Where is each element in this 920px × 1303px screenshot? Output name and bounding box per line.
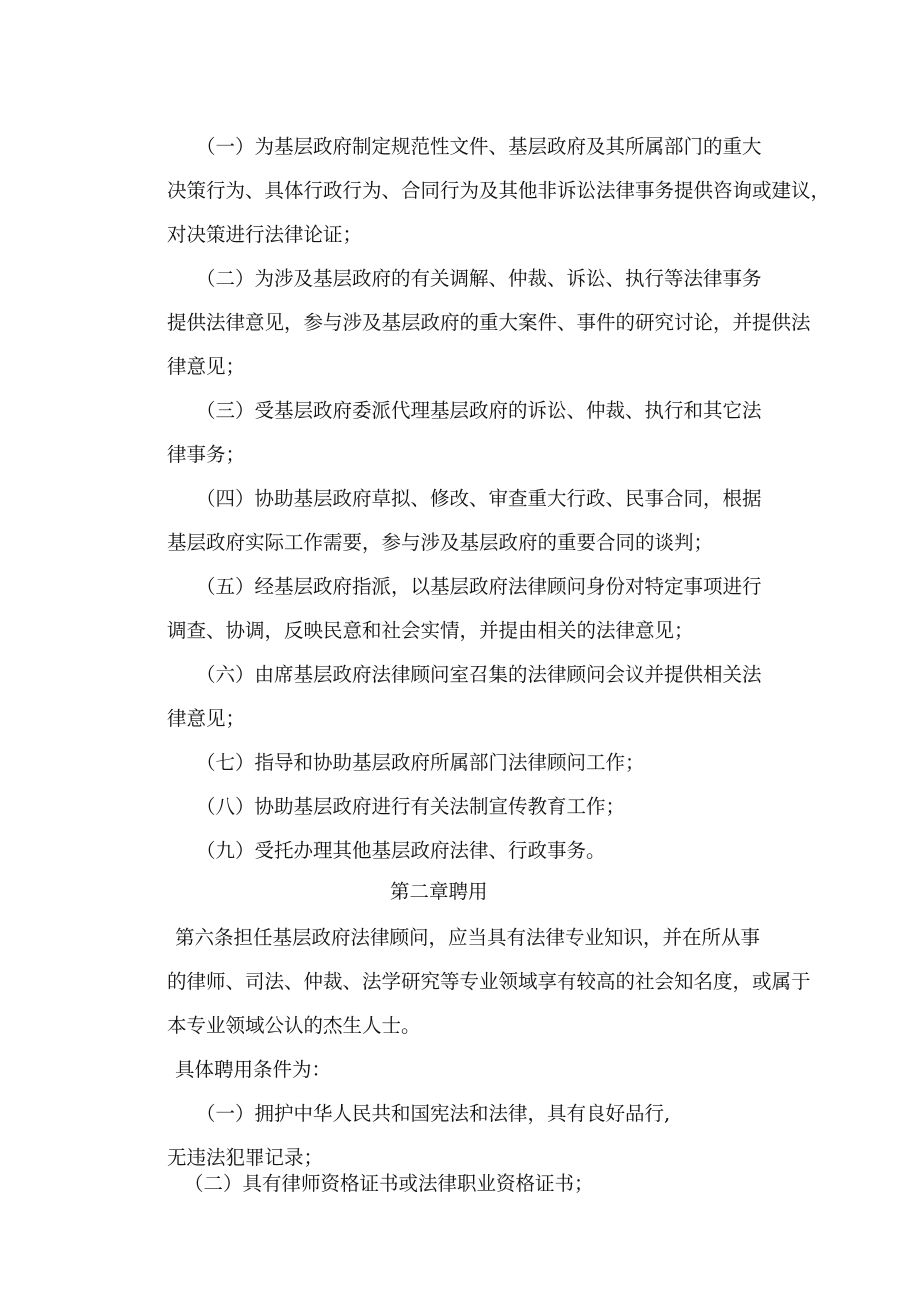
- item7-line1: （七）指导和协助基层政府所属部门法律顾问工作；: [196, 751, 645, 774]
- condition1-line2: 无违法犯罪记录；: [167, 1146, 324, 1169]
- item1-line2: 决策行为、具体行政行为、合同行为及其他非诉讼法律事务提供咨询或建议，: [167, 179, 831, 202]
- item5-line1: （五）经基层政府指派，以基层政府法律顾问身份对特定事项进行: [196, 575, 762, 598]
- item2-line3: 律意见；: [167, 355, 246, 378]
- article6-line1: 第六条担任基层政府法律顾问，应当具有法律专业知识，并在所从事: [175, 926, 761, 949]
- item9-line1: （九）受托办理其他基层政府法律、行政事务。: [196, 839, 606, 862]
- item6-line2: 律意见；: [167, 707, 246, 730]
- item1-line1: （一）为基层政府制定规范性文件、基层政府及其所属部门的重大: [196, 135, 762, 158]
- item1-line3: 对决策进行法律论证；: [167, 223, 363, 246]
- condition1-line1: （一）拥护中华人民共和国宪法和法律，具有良好品行,: [196, 1102, 671, 1125]
- item3-line2: 律事务；: [167, 443, 246, 466]
- item2-line1: （二）为涉及基层政府的有关调解、仲裁、诉讼、执行等法律事务: [196, 267, 762, 290]
- item4-line1: （四）协助基层政府草拟、修改、审查重大行政、民事合同，根据: [196, 487, 762, 510]
- item3-line1: （三）受基层政府委派代理基层政府的诉讼、仲裁、执行和其它法: [196, 399, 762, 422]
- article6-line3: 本专业领域公认的杰生人士。: [167, 1014, 421, 1037]
- item2-line2: 提供法律意见，参与涉及基层政府的重大案件、事件的研究讨论，并提供法: [167, 311, 811, 334]
- condition2-line1: （二）具有律师资格证书或法律职业资格证书；: [184, 1172, 594, 1195]
- item5-line2: 调查、协调，反映民意和社会实情，并提由相关的法律意见；: [167, 619, 694, 642]
- item8-line1: （八）协助基层政府进行有关法制宣传教育工作；: [196, 795, 626, 818]
- item4-line2: 基层政府实际工作需要，参与涉及基层政府的重要合同的谈判；: [167, 531, 714, 554]
- chapter-heading: 第二章聘用: [390, 880, 488, 903]
- conditions-intro: 具体聘用条件为：: [175, 1058, 332, 1081]
- article6-line2: 的律师、司法、仲裁、法学研究等专业领域享有较高的社会知名度，或属于: [167, 970, 811, 993]
- item6-line1: （六）由席基层政府法律顾问室召集的法律顾问会议并提供相关法: [196, 663, 762, 686]
